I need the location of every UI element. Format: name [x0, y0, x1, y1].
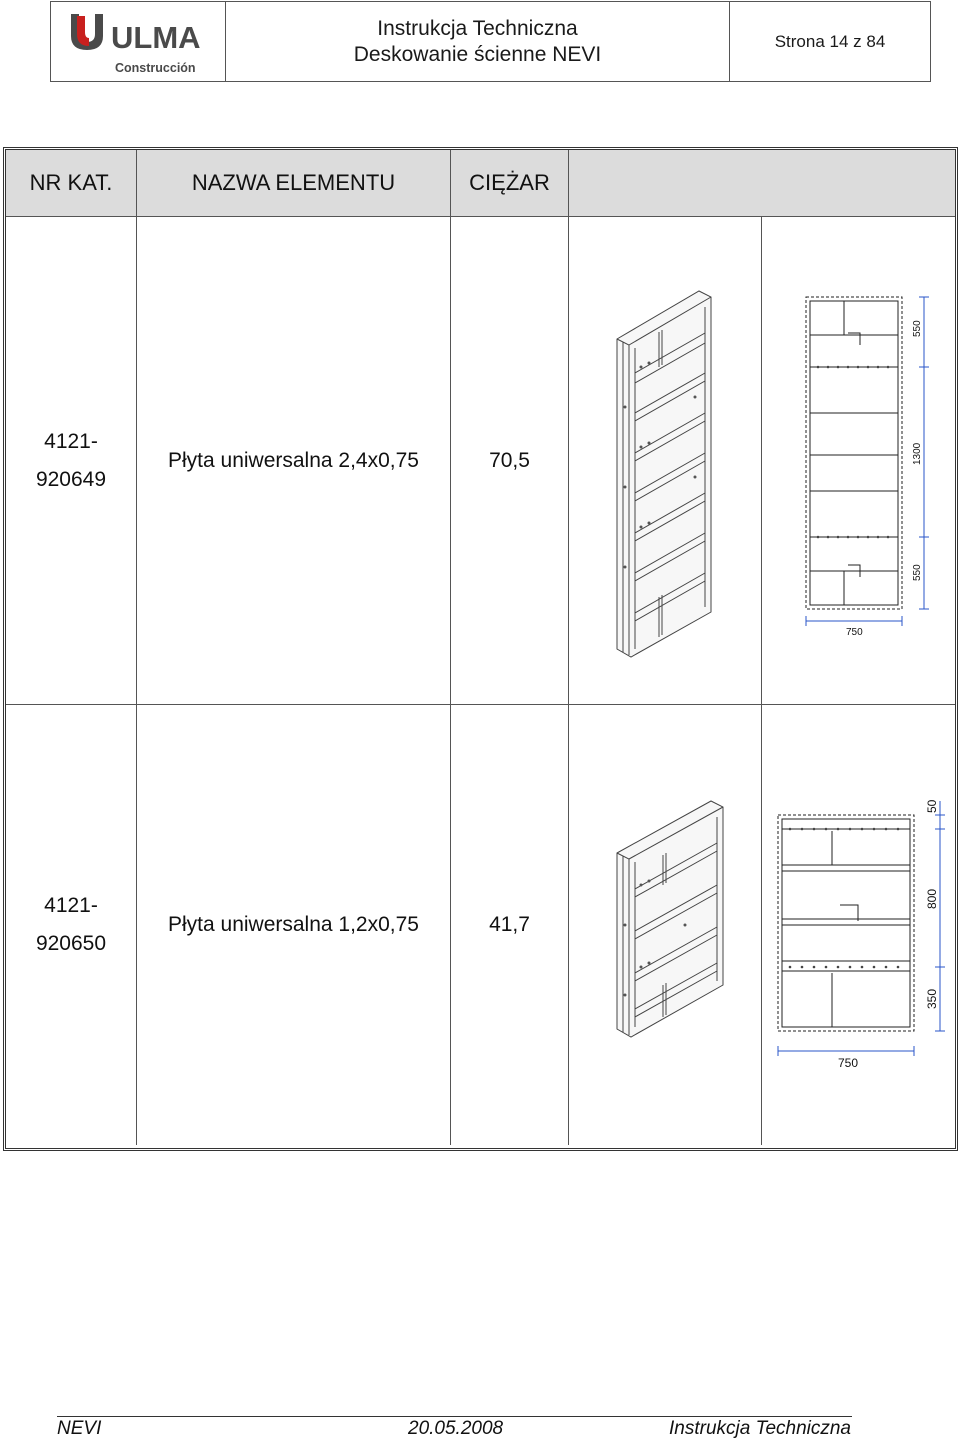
panel-front-view-icon — [762, 705, 955, 1145]
row-1-code-line-2: 920649 — [35, 467, 107, 491]
dimension-bottom: 550 — [912, 564, 923, 581]
row-2-isometric-drawing — [569, 705, 762, 1145]
row-2-code — [6, 705, 137, 1145]
row-2-name: Płyta uniwersalna 1,2x0,75 — [137, 705, 451, 1145]
column-header-name: NAZWA ELEMENTU — [137, 150, 451, 217]
row-2-code-line-1: 4121- — [44, 894, 98, 917]
column-header-code: NR KAT. — [6, 150, 137, 217]
dimension-width: 750 — [838, 1056, 859, 1070]
dimension-top: 550 — [912, 320, 923, 337]
row-1-isometric-drawing — [569, 217, 762, 705]
row-1-code-line-1: 4121- — [44, 429, 98, 453]
panel-front-view-icon — [762, 217, 955, 705]
footer-right: Instrukcja Techniczna — [669, 1418, 852, 1439]
footer-date: 20.05.2008 — [408, 1418, 504, 1439]
footer-rule — [57, 1416, 852, 1417]
document-title — [226, 2, 730, 81]
logo-subtext: Construcción — [115, 61, 196, 75]
title-line-1: Instrukcja Techniczna — [377, 16, 578, 40]
catalog-table — [3, 147, 958, 1151]
panel-isometric-icon — [569, 217, 762, 705]
row-2-weight: 41,7 — [451, 705, 569, 1145]
dimension-middle: 1300 — [912, 442, 923, 465]
row-1-code — [6, 217, 137, 705]
company-logo — [51, 2, 226, 81]
row-2-code-line-2: 920650 — [35, 932, 107, 955]
dimension-top: 50 — [925, 799, 939, 813]
row-1-name: Płyta uniwersalna 2,4x0,75 — [137, 217, 451, 705]
row-1-dimension-drawing — [762, 217, 955, 705]
footer-left: NEVI — [57, 1418, 102, 1439]
dimension-width: 750 — [846, 627, 863, 638]
dimension-middle: 800 — [925, 888, 939, 909]
column-header-weight: CIĘŻAR — [451, 150, 569, 217]
row-1-weight: 70,5 — [451, 217, 569, 705]
logo-text: ULMA — [111, 20, 201, 55]
dimension-bottom: 350 — [925, 988, 939, 1009]
title-line-2: Deskowanie ścienne NEVI — [353, 42, 602, 66]
row-2-dimension-drawing — [762, 705, 955, 1145]
ulma-logo-icon — [51, 2, 226, 82]
column-header-image — [569, 150, 955, 217]
page-number: Strona 14 z 84 — [774, 31, 886, 51]
panel-isometric-icon — [569, 705, 762, 1145]
document-header — [50, 1, 931, 82]
